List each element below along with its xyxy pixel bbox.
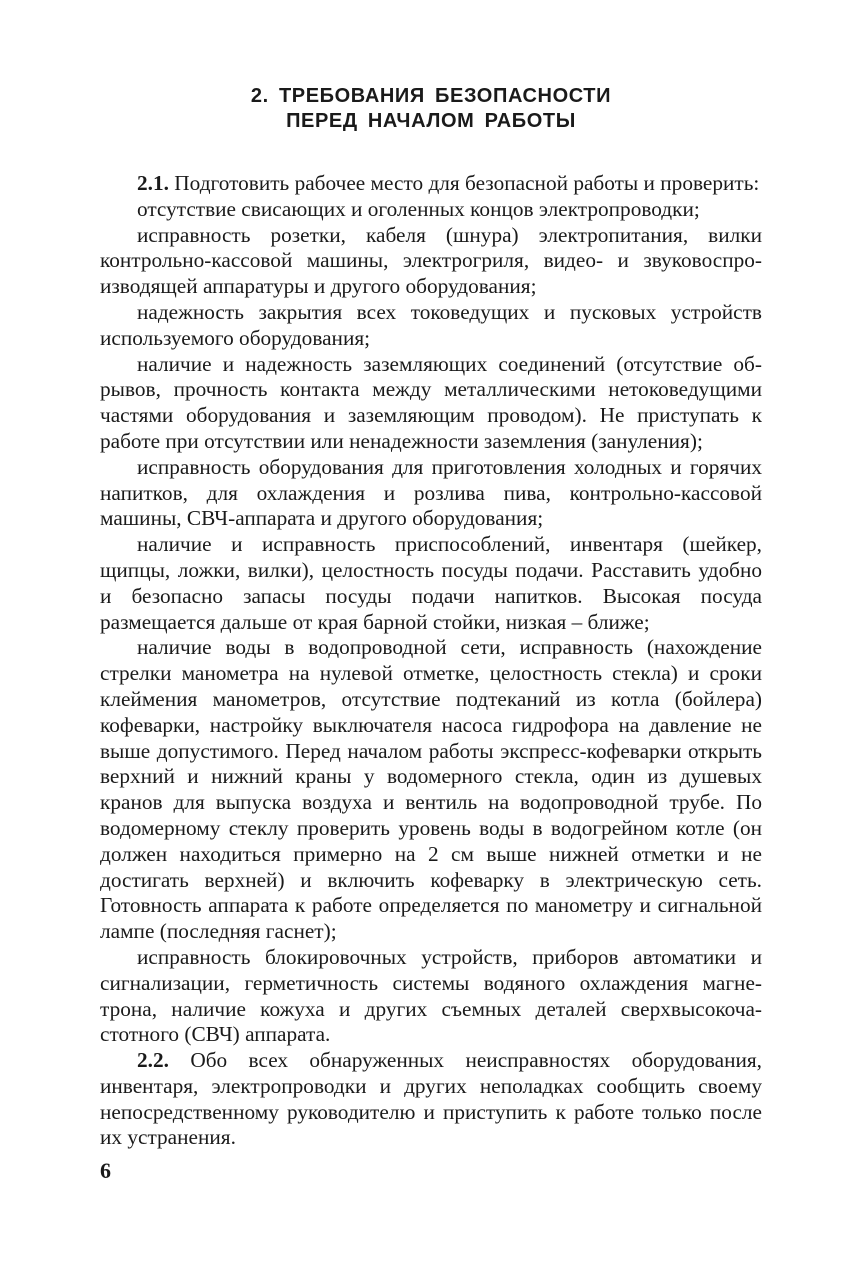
heading-line-2: ПЕРЕД НАЧАЛОМ РАБОТЫ bbox=[286, 110, 576, 132]
list-item: исправность оборудования для приготовления холодных и горячих напитков, для охлаждения и розлива пива, контрольно-кассовой машины, СВЧ-аппарата и другого оборудования; bbox=[100, 454, 762, 531]
paragraph-2-2-text: Обо всех обнаруженных неисправностях оборудования, инвентаря, электропроводки и других неполадках сообщить своему непосредственному руководителю и приступить к работе только после их устранения. bbox=[100, 1048, 762, 1150]
page-content bbox=[100, 84, 762, 1151]
section-heading bbox=[100, 84, 762, 134]
list-item: наличие воды в водопроводной сети, исправность (нахождение стрелки манометра на нулевой отметке, целостность стекла) и сроки клеймения манометров, отсутствие подтеканий из котла (бойлера) кофеварки, настройку выключателя насоса гидрофора на давление не выше допустимого. Перед началом работы экспресс-кофеварки открыть верхний и нижний краны у водомерного стекла, один из душевых кранов для выпуска воздуха и вентиль на водопроводной трубе. По водомерному стеклу проверить уровень воды в водогрейном котле (он должен находиться примерно на 2 см выше нижней отметки и не достигать верхней) и включить кофеварку в электрическую сеть. Готовность аппарата к работе определяется по манометру и сигнальной лампе (последняя гаснет); bbox=[100, 635, 762, 944]
list-item: исправность блокировочных устройств, приборов автоматики и сигнализации, герметичность системы водяного охлаждения магнетрона, наличие кожуха и других съемных деталей сверхвысокочастотного (СВЧ) аппарата. bbox=[100, 944, 762, 1047]
heading-line-1: 2. ТРЕБОВАНИЯ БЕЗОПАСНОСТИ bbox=[250, 85, 612, 107]
paragraph-2-1 bbox=[100, 171, 762, 197]
list-item: исправность розетки, кабеля (шнура) электропитания, вилки контрольно-кассовой машины, электрогриля, видео- и звуковоспроизводящей аппаратуры и другого оборудования; bbox=[100, 222, 762, 299]
section-number-2-1: 2.1. bbox=[137, 171, 169, 195]
paragraph-2-1-text: Подготовить рабочее место для безопасной работы и проверить: bbox=[168, 171, 760, 195]
list-item: отсутствие свисающих и оголенных концов электропроводки; bbox=[137, 196, 700, 221]
page-number: 6 bbox=[100, 1158, 111, 1183]
list-item: надежность закрытия всех токоведущих и пусковых устройств используемого оборудования; bbox=[100, 299, 762, 350]
list-item: наличие и исправность приспособлений, инвентаря (шейкер, щипцы, ложки, вилки), целостность посуды подачи. Расставить удобно и безопасно запасы посуды подачи напитков. Высокая посуда размещается дальше от края барной стойки, низкая – ближе; bbox=[100, 532, 762, 634]
list-item: наличие и надежность заземляющих соединений (отсутствие обрывов, прочность контакта между металлическими нетоковедущими частями оборудования и заземляющим проводом). Не приступать к работе при отсутствии или ненадежности заземления (зануления); bbox=[100, 351, 762, 453]
section-number-2-2: 2.2. bbox=[137, 1048, 169, 1073]
paragraph-2-2 bbox=[100, 1048, 762, 1151]
body-text bbox=[100, 171, 762, 1151]
